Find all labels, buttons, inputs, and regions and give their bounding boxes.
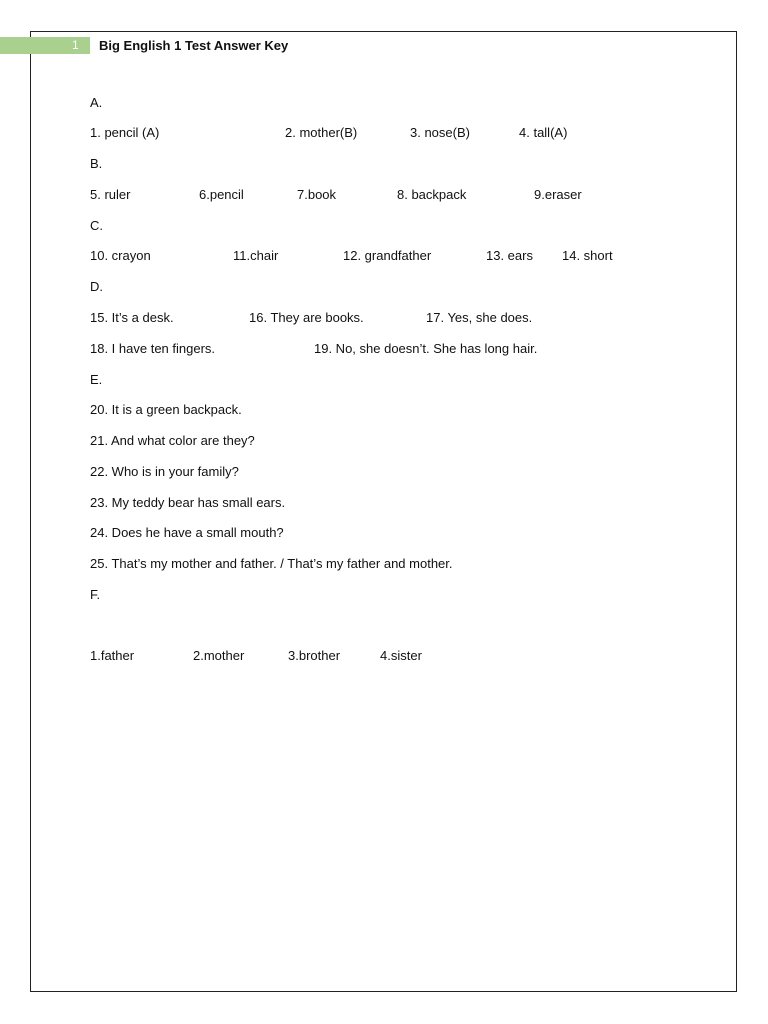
answer-item: 16. They are books.: [249, 310, 364, 325]
section-heading-c: C.: [90, 218, 103, 233]
answer-item: 1.father: [90, 648, 135, 663]
answer-item: 11.chair: [233, 248, 279, 263]
answer-item: 6.pencil: [199, 187, 244, 202]
answer-item: 15. It’s a desk.: [90, 310, 174, 325]
section-heading-a: A.: [90, 95, 103, 110]
answer-item: 19. No, she doesn’t. She has long hair.: [314, 341, 538, 356]
answer-item: 14. short: [562, 248, 613, 263]
answer-sentence: 20. It is a green backpack.: [90, 402, 242, 417]
answer-item: 4. tall(A): [519, 125, 568, 140]
answer-item: 10. crayon: [90, 248, 151, 263]
section-heading-d: D.: [90, 279, 103, 294]
answer-item: 5. ruler: [90, 187, 131, 202]
answer-item: 2. mother(B): [285, 125, 358, 140]
answer-item: 17. Yes, she does.: [426, 310, 533, 325]
answer-sentence: 23. My teddy bear has small ears.: [90, 495, 286, 510]
answer-item: 3. nose(B): [410, 125, 470, 140]
answer-item: 8. backpack: [397, 187, 467, 202]
answer-item: 12. grandfather: [343, 248, 432, 263]
section-heading-f: F.: [90, 587, 101, 602]
section-heading-e: E.: [90, 372, 103, 387]
answer-item: 1. pencil (A): [90, 125, 160, 140]
answer-sentence: 21. And what color are they?: [90, 433, 255, 448]
page-number: 1: [72, 38, 79, 52]
answer-item: 4.sister: [380, 648, 422, 663]
answer-sentence: 22. Who is in your family?: [90, 464, 239, 479]
answer-item: 18. I have ten fingers.: [90, 341, 216, 356]
answer-item: 2.mother: [193, 648, 245, 663]
document-title: Big English 1 Test Answer Key: [99, 38, 289, 53]
section-heading-b: B.: [90, 156, 103, 171]
answer-item: 7.book: [297, 187, 337, 202]
answer-sentence: 25. That’s my mother and father. / That’s my father and mother.: [90, 556, 453, 571]
answer-item: 13. ears: [486, 248, 533, 263]
answer-item: 3.brother: [288, 648, 341, 663]
answer-item: 9.eraser: [534, 187, 582, 202]
answer-sentence: 24. Does he have a small mouth?: [90, 525, 284, 540]
